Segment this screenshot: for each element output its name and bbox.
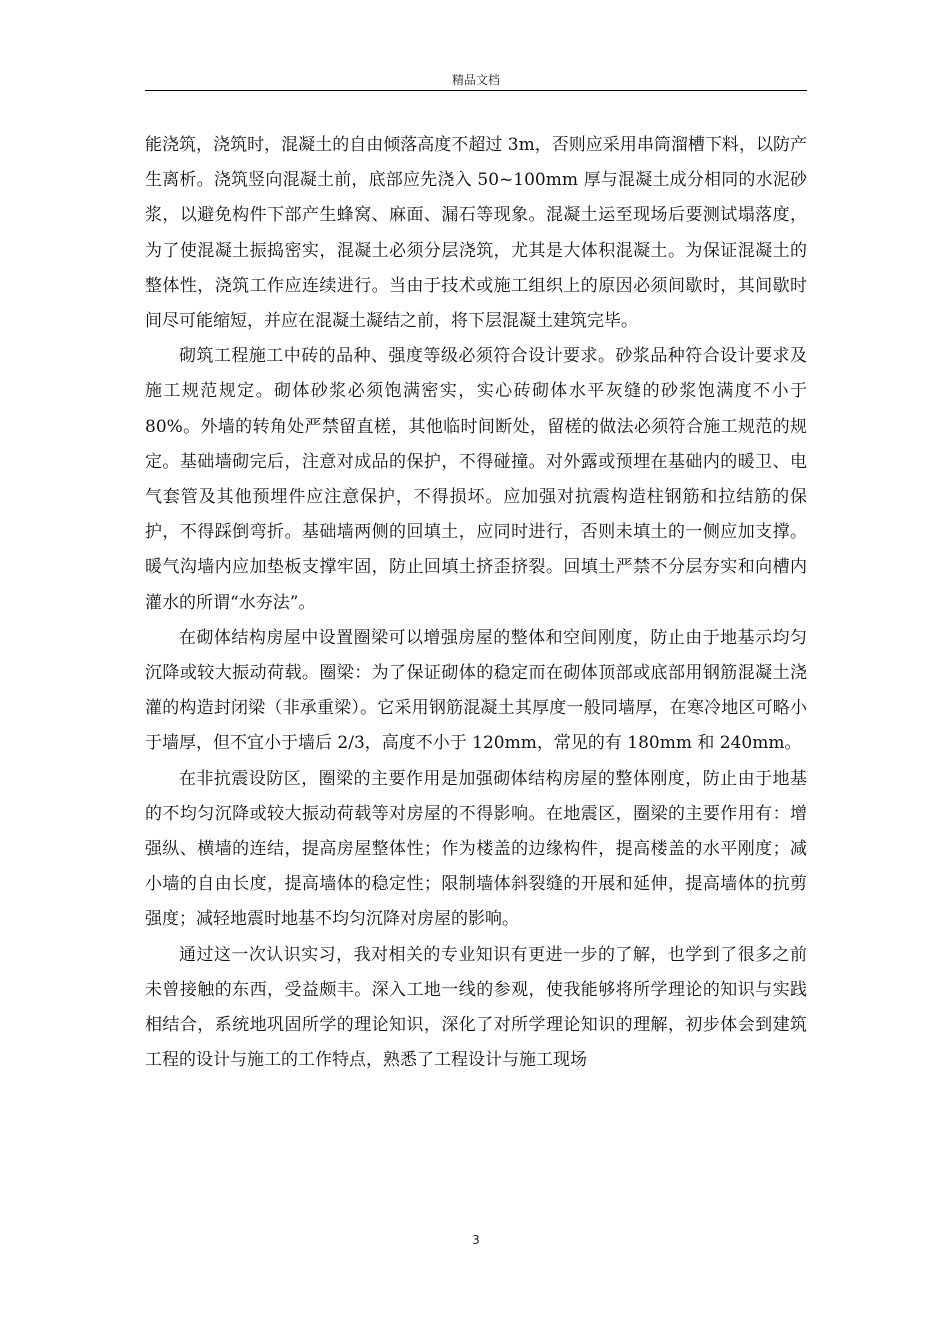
page-header: 精品文档 — [451, 73, 500, 87]
paragraph-concrete-pouring: 能浇筑，浇筑时，混凝土的自由倾落高度不超过 3m，否则应采用串筒溜槽下料，以防产生离析。浇筑竖向混凝土前，底部应先浇入 50~100mm 厚与混凝土成分相同的水泥砂浆，以避免构件下部产生蜂窝、麻面、漏石等现象。混凝土运至现场后要测试塌落度，为了使混凝土振捣密实，混凝土必须分层浇筑，尤其是大体积混凝土。为保证混凝土的整体性，浇筑工作应连续进行。当由于技术或施工组织上的原因必须间歇时，其间歇时间尽可能缩短，并应在混凝土凝结之前，将下层混凝土建筑完毕。 — [145, 135, 807, 332]
document-body — [145, 128, 807, 1078]
page-number: 3 — [472, 1233, 480, 1247]
paragraph-masonry-work: 砌筑工程施工中砖的品种、强度等级必须符合设计要求。砂浆品种符合设计要求及施工规范规定。砌体砂浆必须饱满密实，实心砖砌体水平灰缝的砂浆饱满度不小于 80%。外墙的转角处严禁留直槎，其他临时间断处，留槎的做法必须符合施工规范的规定。基础墙砌完后，注意对成品的保护，不得碰撞。对外露或预埋在基础内的暖卫、电气套管及其他预埋件应注意保护，不得损坏。应加强对抗震构造柱钢筋和拉结筋的保护，不得踩倒弯折。基础墙两侧的回填土，应同时进行，否则未填土的一侧应加支撑。暖气沟墙内应加垫板支撑牢固，防止回填土挤歪挤裂。回填土严禁不分层夯实和向槽内灌水的所谓“水夯法”。 — [145, 346, 807, 613]
paragraph-ring-beam: 在砌体结构房屋中设置圈梁可以增强房屋的整体和空间刚度，防止由于地基示均匀沉降或较大振动荷载。圈梁：为了保证砌体的稳定而在砌体顶部或底部用钢筋混凝土浇灌的构造封闭梁（非承重梁）。它采用钢筋混凝土其厚度一般同墙厚，在寒冷地区可略小于墙厚，但不宜小于墙后 2/3，高度不小于 120mm，常见的有 180mm 和 240mm。 — [145, 627, 807, 754]
paragraph-ring-beam-function: 在非抗震设防区，圈梁的主要作用是加强砌体结构房屋的整体刚度，防止由于地基的不均匀沉降或较大振动荷载等对房屋的不得影响。在地震区，圈梁的主要作用有：增强纵、横墙的连结，提高房屋整体性；作为楼盖的边缘构件，提高楼盖的水平刚度；减小墙的自由长度，提高墙体的稳定性；限制墙体斜裂缝的开展和延伸，提高墙体的抗剪强度；减轻地震时地基不均匀沉降对房屋的影响。 — [145, 768, 807, 930]
paragraph-internship-summary: 通过这一次认识实习，我对相关的专业知识有更进一步的了解，也学到了很多之前未曾接触的东西，受益颇丰。深入工地一线的参观，使我能够将所学理论的知识与实践相结合，系统地巩固所学的理论知识，深化了对所学理论知识的理解，初步体会到建筑工程的设计与施工的工作特点，熟悉了工程设计与施工现场 — [145, 944, 807, 1071]
header-divider — [145, 90, 807, 91]
